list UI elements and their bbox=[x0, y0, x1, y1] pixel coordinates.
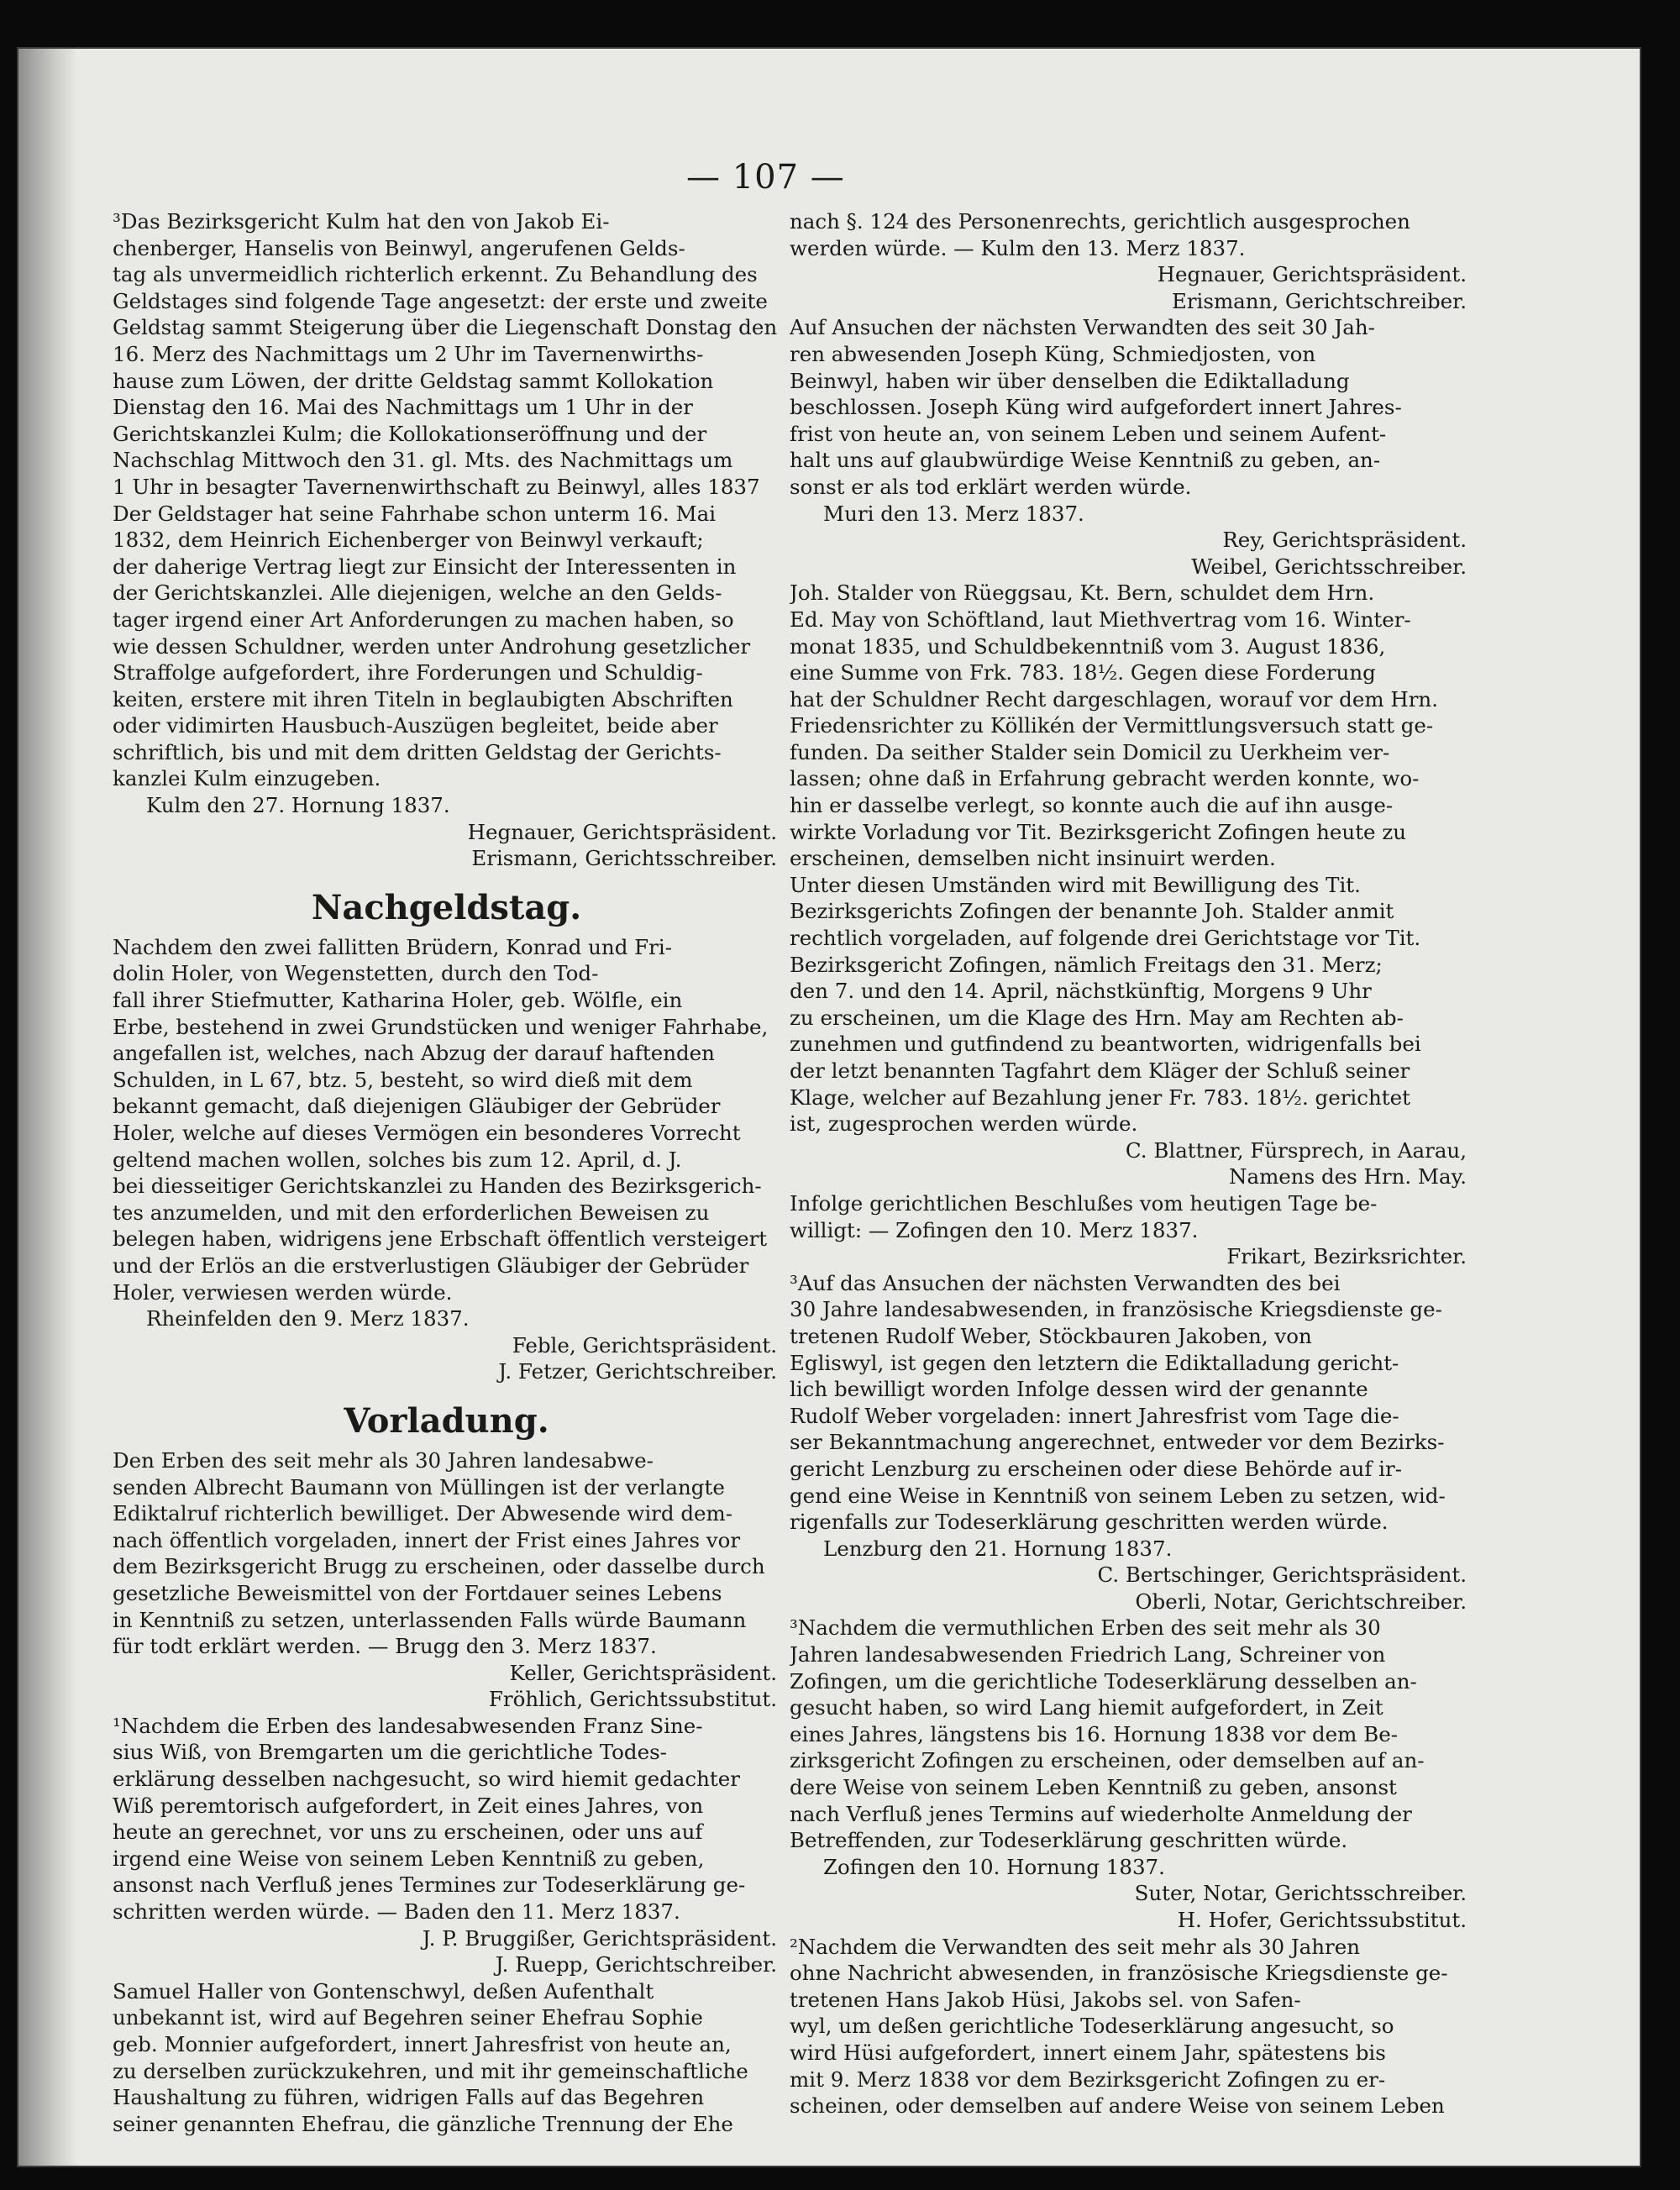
notice-text bbox=[790, 1190, 1470, 1243]
signature-line: Keller, Gerichtspräsident. bbox=[509, 1660, 777, 1685]
text-line: Egliswyl, ist gegen den letztern die Ediktalladung gericht- bbox=[790, 1350, 1399, 1375]
text-line: sonst er als tod erklärt werden würde. bbox=[790, 474, 1192, 499]
notice-date: Zofingen den 10. Hornung 1837. bbox=[823, 1854, 1165, 1879]
text-line: sius Wiß, von Bremgarten um die gerichtliche Todes- bbox=[113, 1740, 667, 1765]
notice-text bbox=[790, 1270, 1470, 1536]
text-line: schritten werden würde. — Baden den 11. Merz 1837. bbox=[113, 1899, 680, 1925]
text-line: geb. Monnier aufgefordert, innert Jahresfrist von heute an, bbox=[113, 2032, 732, 2056]
text-line: eines Jahres, längstens bis 16. Hornung 1838 vor dem Be- bbox=[790, 1721, 1398, 1746]
notice-haller bbox=[113, 1978, 780, 2138]
notice-nachgeldstag-holer bbox=[113, 934, 780, 1385]
text-line: mit 9. Merz 1838 vor dem Bezirksgericht Zofingen zu er- bbox=[790, 2067, 1386, 2092]
text-line: rechtlich vorgeladen, auf folgende drei Gerichtstage vor Tit. bbox=[790, 926, 1421, 951]
text-line: ren abwesenden Joseph Küng, Schmiedjosten, von bbox=[790, 341, 1316, 366]
signature-line: C. Blattner, Fürsprech, in Aarau, bbox=[1125, 1137, 1467, 1163]
signature-line: Weibel, Gerichtsschreiber. bbox=[1191, 554, 1467, 579]
signature-line: C. Bertschinger, Gerichtspräsident. bbox=[1097, 1562, 1467, 1588]
notice-text bbox=[790, 1934, 1470, 2119]
signature-line: Fröhlich, Gerichtssubstitut. bbox=[488, 1687, 777, 1712]
text-line: den 7. und den 14. April, nächstkünftig, Morgens 9 Uhr bbox=[790, 979, 1372, 1004]
text-line: Betreffenden, zur Todeserklärung geschritten würde. bbox=[790, 1828, 1348, 1853]
text-line: Ediktalruf richterlich bewilliget. Der Abwesende wird dem- bbox=[113, 1501, 733, 1526]
notice-text bbox=[790, 314, 1470, 500]
text-line: wird Hüsi aufgefordert, innert einem Jahr, spätestens bis bbox=[790, 2040, 1386, 2065]
notice-date: Lenzburg den 21. Hornung 1837. bbox=[823, 1536, 1173, 1561]
notice-text bbox=[790, 1615, 1470, 1853]
text-line: 30 Jahre landesabwesenden, in französische Kriegsdienste ge- bbox=[790, 1297, 1442, 1322]
text-line: 1832, dem Heinrich Eichenberger von Beinwyl verkauft; bbox=[113, 528, 704, 553]
text-line: ³Auf das Ansuchen der nächsten Verwandten des bei bbox=[790, 1270, 1341, 1295]
text-line: scheinen, oder demselben auf andere Weise von seinem Leben bbox=[790, 2093, 1445, 2119]
text-line: keiten, erstere mit ihren Titeln in beglaubigten Abschriften bbox=[113, 686, 733, 712]
notice-text bbox=[113, 208, 780, 792]
text-line: zu derselben zurückzukehren, und mit ihr gemeinschaftliche bbox=[113, 2058, 748, 2083]
text-line: dolin Holer, von Wegenstetten, durch den Tod- bbox=[113, 961, 599, 986]
notice-text bbox=[113, 934, 780, 1305]
signature-line: J. Ruepp, Gerichtschreiber. bbox=[495, 1952, 777, 1977]
text-line: nach §. 124 des Personenrechts, gerichtlich ausgesprochen bbox=[790, 209, 1410, 234]
signature-line: Erismann, Gerichtschreiber. bbox=[1171, 288, 1467, 313]
text-line: ³Nachdem die vermuthlichen Erben des seit mehr als 30 bbox=[790, 1615, 1381, 1641]
text-line: lich bewilligt worden Infolge dessen wird der genannte bbox=[790, 1377, 1368, 1402]
text-line: Beinwyl, haben wir über denselben die Ediktalladung bbox=[790, 368, 1350, 393]
text-line: fall ihrer Stiefmutter, Katharina Holer, geb. Wölfle, ein bbox=[113, 988, 683, 1013]
text-line: unbekannt ist, wird auf Begehren seiner Ehefrau Sophie bbox=[113, 2005, 703, 2030]
text-line: hat der Schuldner Recht dargeschlagen, worauf vor dem Hrn. bbox=[790, 686, 1438, 712]
text-line: zunehmen und gutfindend zu beantworten, widrigenfalls bei bbox=[790, 1032, 1421, 1057]
text-line: Der Geldstager hat seine Fahrhabe schon unterm 16. Mai bbox=[113, 501, 717, 526]
notice-text bbox=[113, 1713, 780, 1925]
signature-line: J. Fetzer, Gerichtschreiber. bbox=[498, 1359, 777, 1384]
text-line: oder vidimirten Hausbuch-Auszügen begleitet, beide aber bbox=[113, 713, 718, 738]
text-line: Nachschlag Mittwoch den 31. gl. Mts. des Nachmittags um bbox=[113, 448, 733, 473]
page-number: — 107 — bbox=[686, 158, 845, 197]
text-line: hin er dasselbe verlegt, so konnte auch die auf ihn ausge- bbox=[790, 793, 1394, 818]
text-line: tager irgend einer Art Anforderungen zu machen haben, so bbox=[113, 607, 734, 632]
text-line: Straffolge aufgefordert, ihre Forderungen und Schuldig- bbox=[113, 660, 703, 685]
text-line: erscheinen, demselben nicht insinuirt werden. bbox=[790, 846, 1276, 871]
notice-geldstag-kulm bbox=[113, 208, 780, 872]
text-line: werden würde. — Kulm den 13. Merz 1837. bbox=[790, 235, 1246, 260]
right-column bbox=[790, 208, 1470, 2119]
text-line: funden. Da seither Stalder sein Domicil zu Uerkheim ver- bbox=[790, 739, 1390, 764]
text-line: zu erscheinen, um die Klage des Hrn. May am Rechten ab- bbox=[790, 1005, 1404, 1030]
text-line: tag als unvermeidlich richterlich erkennt. Zu Behandlung des bbox=[113, 262, 758, 287]
text-line: ¹Nachdem die Erben des landesabwesenden Franz Sine- bbox=[113, 1713, 703, 1738]
text-line: bekannt gemacht, daß diejenigen Gläubiger der Gebrüder bbox=[113, 1094, 721, 1119]
notice-text bbox=[790, 208, 1470, 261]
text-line: 16. Merz des Nachmittags um 2 Uhr im Tavernenwirths- bbox=[113, 341, 704, 366]
text-line: schriftlich, bis und mit dem dritten Geldstag der Gerichts- bbox=[113, 739, 722, 764]
text-line: dere Weise von seinem Leben Kenntniß zu geben, ansonst bbox=[790, 1775, 1397, 1800]
text-line: Holer, verwiesen werden würde. bbox=[113, 1279, 453, 1305]
notice-stalder bbox=[790, 580, 1470, 1190]
text-line: Wiß peremtorisch aufgefordert, in Zeit eines Jahres, von bbox=[113, 1793, 704, 1818]
newspaper-page bbox=[18, 49, 1640, 2166]
text-line: für todt erklärt werden. — Brugg den 3. Merz 1837. bbox=[113, 1634, 657, 1659]
notice-vorladung-wiss bbox=[113, 1713, 780, 1978]
text-line: seiner genannten Ehefrau, die gänzliche Trennung der Ehe bbox=[113, 2111, 733, 2136]
text-line: gesetzliche Beweismittel von der Fortdauer seines Lebens bbox=[113, 1580, 722, 1605]
text-line: Geldstag sammt Steigerung über die Liegenschaft Donstag den bbox=[113, 315, 778, 340]
text-line: Rudolf Weber vorgeladen: innert Jahresfrist vom Tage die- bbox=[790, 1403, 1399, 1428]
text-line: Geldstages sind folgende Tage angesetzt: der erste und zweite bbox=[113, 288, 768, 313]
text-line: der letzt benannten Tagfahrt dem Kläger der Schluß seiner bbox=[790, 1058, 1410, 1083]
text-line: Bezirksgericht Zofingen, nämlich Freitags den 31. Merz; bbox=[790, 952, 1383, 977]
text-line: senden Albrecht Baumann von Müllingen ist der verlangte bbox=[113, 1474, 725, 1499]
text-line: 1 Uhr in besagter Tavernenwirthschaft zu Beinwyl, alles 1837 bbox=[113, 474, 760, 499]
text-line: Gerichtskanzlei Kulm; die Kollokationseröffnung und der bbox=[113, 421, 707, 446]
notice-weber bbox=[790, 1270, 1470, 1615]
text-line: Holer, welche auf dieses Vermögen ein besonderes Vorrecht bbox=[113, 1121, 741, 1145]
text-line: zirksgericht Zofingen zu erscheinen, oder demselben auf an- bbox=[790, 1748, 1425, 1773]
text-line: ³Das Bezirksgericht Kulm hat den von Jakob Ei- bbox=[113, 209, 610, 234]
notice-huesi bbox=[790, 1934, 1470, 2119]
text-line: und der Erlös an die erstverlustigen Gläubiger der Gebrüder bbox=[113, 1253, 749, 1278]
text-line: Erbe, bestehend in zwei Grundstücken und weniger Fahrhabe, bbox=[113, 1014, 769, 1039]
text-line: ohne Nachricht abwesenden, in französische Kriegsdienste ge- bbox=[790, 1961, 1448, 1986]
notice-date: Kulm den 27. Hornung 1837. bbox=[146, 793, 450, 818]
text-line: Den Erben des seit mehr als 30 Jahren landesabwe- bbox=[113, 1447, 654, 1473]
text-line: der daherige Vertrag liegt zur Einsicht der Interessenten in bbox=[113, 554, 737, 579]
text-line: ser Bekanntmachung angerechnet, entweder vor dem Bezirks- bbox=[790, 1430, 1445, 1455]
text-line: wyl, um deßen gerichtliche Todeserklärung angesucht, so bbox=[790, 2014, 1394, 2039]
text-line: monat 1835, und Schuldbekenntniß vom 3. August 1836, bbox=[790, 633, 1386, 659]
text-line: chenberger, Hanselis von Beinwyl, angerufenen Gelds- bbox=[113, 235, 685, 260]
text-line: tretenen Rudolf Weber, Stöckbauren Jakoben, von bbox=[790, 1323, 1312, 1348]
notice-kueng bbox=[790, 314, 1470, 580]
text-line: wirkte Vorladung vor Tit. Bezirksgericht Zofingen heute zu bbox=[790, 819, 1407, 844]
notice-text bbox=[790, 580, 1470, 1137]
signature-line: Oberli, Notar, Gerichtschreiber. bbox=[1135, 1589, 1467, 1614]
text-line: ²Nachdem die Verwandten des seit mehr als 30 Jahren bbox=[790, 1934, 1361, 1959]
text-line: in Kenntniß zu setzen, unterlassenden Falls würde Baumann bbox=[113, 1607, 747, 1632]
text-line: nach öffentlich vorgeladen, innert der Frist eines Jahres vor bbox=[113, 1527, 741, 1552]
text-line: der Gerichtskanzlei. Alle diejenigen, welche an den Gelds- bbox=[113, 580, 722, 606]
text-line: Ed. May von Schöftland, laut Miethvertrag vom 16. Winter- bbox=[790, 607, 1411, 632]
text-line: gericht Lenzburg zu erscheinen oder diese Behörde auf ir- bbox=[790, 1456, 1402, 1481]
text-line: tretenen Hans Jakob Hüsi, Jakobs sel. von Safen- bbox=[790, 1987, 1301, 2012]
text-line: angefallen ist, welches, nach Abzug der darauf haftenden bbox=[113, 1041, 715, 1066]
signature-line: Hegnauer, Gerichtspräsident. bbox=[467, 819, 777, 844]
text-line: halt uns auf glaubwürdige Weise Kenntniß zu geben, an- bbox=[790, 448, 1381, 473]
signature-line: Frikart, Bezirksrichter. bbox=[1226, 1244, 1467, 1269]
notice-zofingen-bewilligung bbox=[790, 1190, 1470, 1270]
text-line: Schulden, in L 67, btz. 5, besteht, so wird dieß mit dem bbox=[113, 1067, 693, 1092]
text-line: kanzlei Kulm einzugeben. bbox=[113, 766, 381, 791]
text-line: tes anzumelden, und mit den erforderlichen Beweisen zu bbox=[113, 1200, 710, 1225]
text-line: irgend eine Weise von seinem Leben Kenntniß zu geben, bbox=[113, 1846, 705, 1871]
text-line: ansonst nach Verfluß jenes Termines zur Todeserklärung ge- bbox=[113, 1872, 746, 1898]
text-line: belegen haben, widrigens jene Erbschaft öffentlich versteigert bbox=[113, 1226, 768, 1252]
text-line: heute an gerechnet, vor uns zu erscheinen, oder uns auf bbox=[113, 1820, 703, 1845]
signature-line: Hegnauer, Gerichtspräsident. bbox=[1157, 262, 1467, 287]
text-line: erklärung desselben nachgesucht, so wird hiemit gedachter bbox=[113, 1767, 740, 1792]
signature-line: Feble, Gerichtspräsident. bbox=[512, 1332, 777, 1358]
text-line: ist, zugesprochen werden würde. bbox=[790, 1111, 1138, 1137]
text-line: Unter diesen Umständen wird mit Bewilligung des Tit. bbox=[790, 872, 1361, 897]
text-line: rigenfalls zur Todeserklärung geschritten werden würde. bbox=[790, 1510, 1389, 1535]
signature-line: Suter, Notar, Gerichtsschreiber. bbox=[1134, 1881, 1467, 1906]
text-line: beschlossen. Joseph Küng wird aufgefordert innert Jahres- bbox=[790, 395, 1402, 420]
text-line: Bezirksgerichts Zofingen der benannte Joh. Stalder anmit bbox=[790, 899, 1394, 924]
text-line: Samuel Haller von Gontenschwyl, deßen Aufenthalt bbox=[113, 1978, 654, 2004]
text-line: Auf Ansuchen der nächsten Verwandten des seit 30 Jah- bbox=[790, 315, 1375, 340]
text-line: bei diesseitiger Gerichtskanzlei zu Handen des Bezirksgerich- bbox=[113, 1174, 762, 1199]
text-line: Zofingen, um die gerichtliche Todeserklärung desselben an- bbox=[790, 1668, 1417, 1694]
notice-text bbox=[113, 1978, 780, 2138]
notice-lang bbox=[790, 1615, 1470, 1933]
left-column bbox=[113, 208, 780, 2137]
text-line: nach Verfluß jenes Termins auf wiederholte Anmeldung der bbox=[790, 1801, 1412, 1826]
text-line: Jahren landesabwesenden Friedrich Lang, Schreiner von bbox=[790, 1642, 1386, 1667]
signature-line: Rey, Gerichtspräsident. bbox=[1222, 528, 1467, 553]
signature-line: Erismann, Gerichtsschreiber. bbox=[471, 846, 777, 871]
text-line: eine Summe von Frk. 783. 18½. Gegen diese Forderung bbox=[790, 660, 1376, 685]
text-line: Nachdem den zwei fallitten Brüdern, Konrad und Fri- bbox=[113, 934, 672, 959]
notice-kulm-continuation bbox=[790, 208, 1470, 314]
text-line: gend eine Weise in Kenntniß von seinem Leben zu setzen, wid- bbox=[790, 1483, 1446, 1508]
signature-line: Namens des Hrn. May. bbox=[1229, 1164, 1467, 1190]
text-line: gesucht haben, so wird Lang hiemit aufgefordert, in Zeit bbox=[790, 1695, 1383, 1720]
text-line: geltend machen wollen, solches bis zum 12. April, d. J. bbox=[113, 1147, 682, 1172]
text-line: Dienstag den 16. Mai des Nachmittags um 1 Uhr in der bbox=[113, 395, 693, 420]
text-line: Haushaltung zu führen, widrigen Falls auf das Begehren bbox=[113, 2085, 705, 2110]
signature-line: H. Hofer, Gerichtssubstitut. bbox=[1177, 1908, 1467, 1932]
text-line: dem Bezirksgericht Brugg zu erscheinen, oder dasselbe durch bbox=[113, 1554, 765, 1579]
text-line: Joh. Stalder von Rüeggsau, Kt. Bern, schuldet dem Hrn. bbox=[790, 580, 1375, 606]
text-line: Friedensrichter zu Köllikén der Vermittlungsversuch statt ge- bbox=[790, 713, 1434, 738]
text-line: frist von heute an, von seinem Leben und seinem Aufent- bbox=[790, 421, 1387, 446]
section-heading-nachgeldstag: Nachgeldstag. bbox=[311, 887, 582, 927]
notice-date: Rheinfelden den 9. Merz 1837. bbox=[146, 1306, 470, 1331]
text-line: hause zum Löwen, der dritte Geldstag sammt Kollokation bbox=[113, 368, 714, 393]
section-heading-vorladung: Vorladung. bbox=[344, 1400, 549, 1441]
notice-vorladung-baumann bbox=[113, 1447, 780, 1713]
text-line: willigt: — Zofingen den 10. Merz 1837. bbox=[790, 1217, 1199, 1242]
text-line: wie dessen Schuldner, werden unter Androhung gesetzlicher bbox=[113, 633, 751, 659]
text-line: Infolge gerichtlichen Beschlußes vom heutigen Tage be- bbox=[790, 1190, 1378, 1216]
signature-line: J. P. Bruggißer, Gerichtspräsident. bbox=[422, 1925, 777, 1951]
notice-text bbox=[113, 1447, 780, 1660]
text-line: lassen; ohne daß in Erfahrung gebracht werden konnte, wo- bbox=[790, 766, 1420, 791]
text-line: Klage, welcher auf Bezahlung jener Fr. 783. 18½. gerichtet bbox=[790, 1084, 1410, 1110]
notice-date: Muri den 13. Merz 1837. bbox=[823, 501, 1084, 526]
